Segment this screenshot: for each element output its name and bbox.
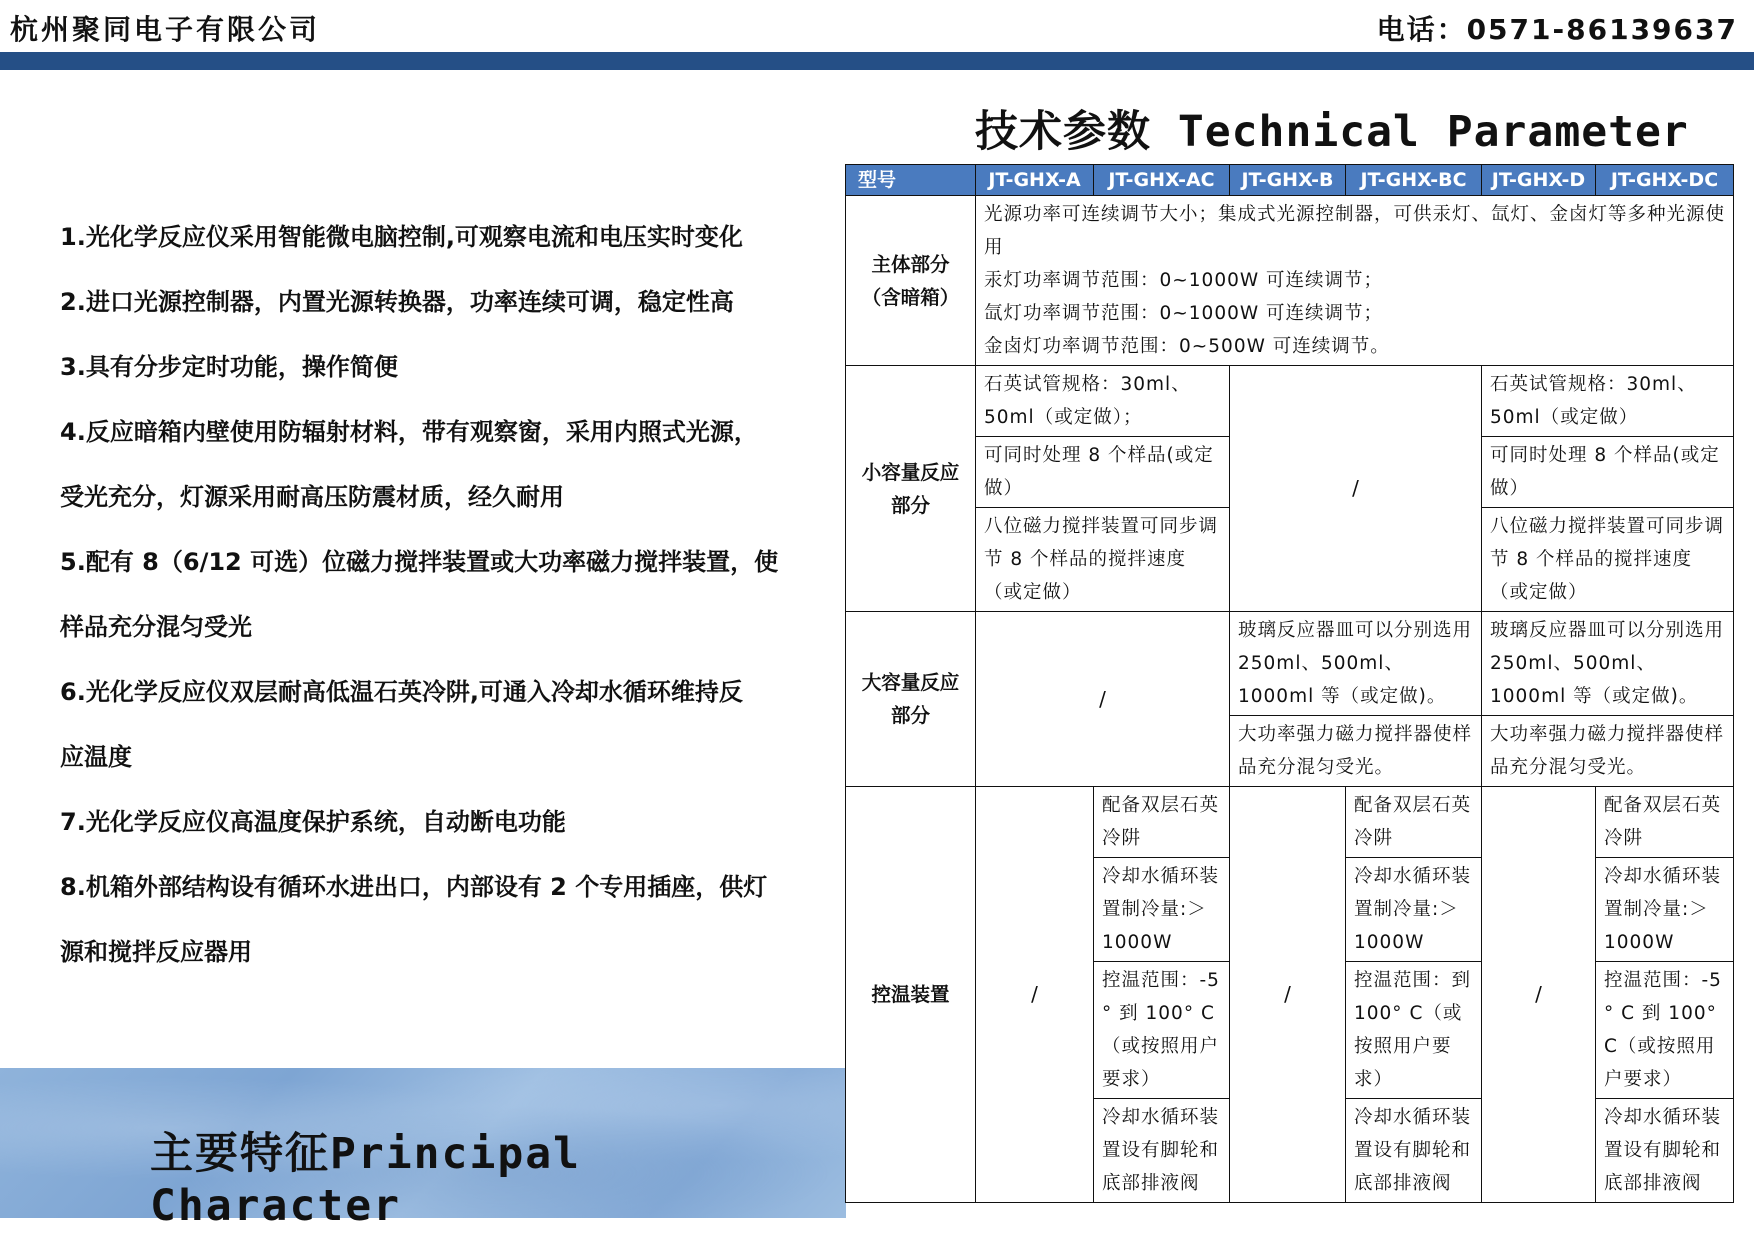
header-model-b: JT-GHX-B <box>1230 165 1346 196</box>
row-label-large: 大容量反应部分 <box>846 612 976 787</box>
spec-table <box>845 164 1734 1203</box>
main-line: 光源功率可连续调节大小；集成式光源控制器，可供汞灯、氙灯、金卤灯等多种光源使用 <box>984 204 1726 258</box>
table-row <box>846 366 1734 437</box>
large-spec-right: 玻璃反应器皿可以分别选用 250ml、500ml、1000ml 等（或定做)。 <box>1482 612 1734 716</box>
tech-section-title: 技术参数 Technical Parameter <box>975 107 1689 157</box>
feature-line: 3.具有分步定时功能，操作简便 <box>60 353 398 381</box>
small-spec-right: 可同时处理 8 个样品(或定做） <box>1482 437 1734 508</box>
large-spec-mid: 大功率强力磁力搅拌器使样品充分混匀受光。 <box>1230 716 1482 787</box>
small-spec-left: 八位磁力搅拌装置可同步调节 8 个样品的搅拌速度（或定做） <box>976 508 1230 612</box>
small-spec-right: 石英试管规格：30ml、50ml（或定做） <box>1482 366 1734 437</box>
temp-spec-ac: 冷却水循环装置制冷量:＞1000W <box>1094 858 1230 962</box>
feature-line: 1.光化学反应仪采用智能微电脑控制,可观察电流和电压实时变化 <box>60 223 743 251</box>
temp-spec-bc: 冷却水循环装置制冷量:＞1000W <box>1346 858 1482 962</box>
header-model-d: JT-GHX-D <box>1482 165 1596 196</box>
temp-slash-b: / <box>1230 787 1346 1203</box>
feature-line: 应温度 <box>60 743 132 771</box>
small-spec-left: 石英试管规格：30ml、50ml（或定做）； <box>976 366 1230 437</box>
feature-line: 受光充分，灯源采用耐高压防震材质，经久耐用 <box>60 483 564 511</box>
feature-line: 2.进口光源控制器，内置光源转换器，功率连续可调，稳定性高 <box>60 288 734 316</box>
banner-title: 主要特征Principal Character <box>150 1129 581 1231</box>
small-spec-right: 八位磁力搅拌装置可同步调节 8 个样品的搅拌速度（或定做） <box>1482 508 1734 612</box>
feature-line: 7.光化学反应仪高温度保护系统，自动断电功能 <box>60 808 566 836</box>
header-model-dc: JT-GHX-DC <box>1596 165 1734 196</box>
temp-spec-dc: 冷却水循环装置设有脚轮和底部排液阀 <box>1596 1099 1734 1203</box>
main-line: 氙灯功率调节范围：0~1000W 可连续调节； <box>984 303 1384 324</box>
table-row <box>846 196 1734 366</box>
large-spec-mid: 玻璃反应器皿可以分别选用 250ml、500ml、1000ml 等（或定做)。 <box>1230 612 1482 716</box>
table-header-row <box>846 165 1734 196</box>
temp-spec-bc: 控温范围：到 100° C（或按照用户要求） <box>1346 962 1482 1099</box>
row-label-temp: 控温装置 <box>846 787 976 1203</box>
temp-spec-ac: 冷却水循环装置设有脚轮和底部排液阀 <box>1094 1099 1230 1203</box>
temp-slash-a: / <box>976 787 1094 1203</box>
temp-spec-bc: 冷却水循环装置设有脚轮和底部排液阀 <box>1346 1099 1482 1203</box>
temp-spec-dc: 冷却水循环装置制冷量:＞1000W <box>1596 858 1734 962</box>
principal-banner <box>0 1068 846 1231</box>
temp-spec-ac: 控温范围：-5 ° 到 100° C（或按照用户要求） <box>1094 962 1230 1099</box>
header-model-bc: JT-GHX-BC <box>1346 165 1482 196</box>
company-name: 杭州聚同电子有限公司 <box>10 13 321 46</box>
feature-line: 样品充分混匀受光 <box>60 613 252 641</box>
feature-line: 8.机箱外部结构设有循环水进出口，内部设有 2 个专用插座，供灯 <box>60 873 768 901</box>
temp-spec-dc: 配备双层石英冷阱 <box>1596 787 1734 858</box>
large-spec-right: 大功率强力磁力搅拌器使样品充分混匀受光。 <box>1482 716 1734 787</box>
feature-line: 源和搅拌反应器用 <box>60 938 252 966</box>
header-model-ac: JT-GHX-AC <box>1094 165 1230 196</box>
small-slash: / <box>1230 366 1482 612</box>
row-label-main: 主体部分（含暗箱） <box>846 196 976 366</box>
header-model: 型号 <box>846 165 976 196</box>
header-model-a: JT-GHX-A <box>976 165 1094 196</box>
main-body-spec <box>976 196 1734 366</box>
table-row <box>846 787 1734 858</box>
temp-slash-d: / <box>1482 787 1596 1203</box>
header-rule <box>0 52 1754 70</box>
feature-line: 6.光化学反应仪双层耐高低温石英冷阱,可通入冷却水循环维持反 <box>60 678 743 706</box>
feature-line: 5.配有 8（6/12 可选）位磁力搅拌装置或大功率磁力搅拌装置，使 <box>60 548 779 576</box>
feature-list <box>60 205 840 985</box>
main-line: 金卤灯功率调节范围：0~500W 可连续调节。 <box>984 336 1390 357</box>
table-row <box>846 612 1734 716</box>
phone-number: 电话：0571-86139637 <box>1376 13 1738 46</box>
temp-spec-dc: 控温范围：-5 ° C 到 100° C（或按照用户要求） <box>1596 962 1734 1099</box>
small-spec-left: 可同时处理 8 个样品(或定做） <box>976 437 1230 508</box>
row-label-small: 小容量反应部分 <box>846 366 976 612</box>
main-line: 汞灯功率调节范围：0~1000W 可连续调节； <box>984 270 1384 291</box>
temp-spec-bc: 配备双层石英冷阱 <box>1346 787 1482 858</box>
large-slash: / <box>976 612 1230 787</box>
feature-line: 4.反应暗箱内壁使用防辐射材料，带有观察窗，采用内照式光源， <box>60 418 758 446</box>
temp-spec-ac: 配备双层石英冷阱 <box>1094 787 1230 858</box>
